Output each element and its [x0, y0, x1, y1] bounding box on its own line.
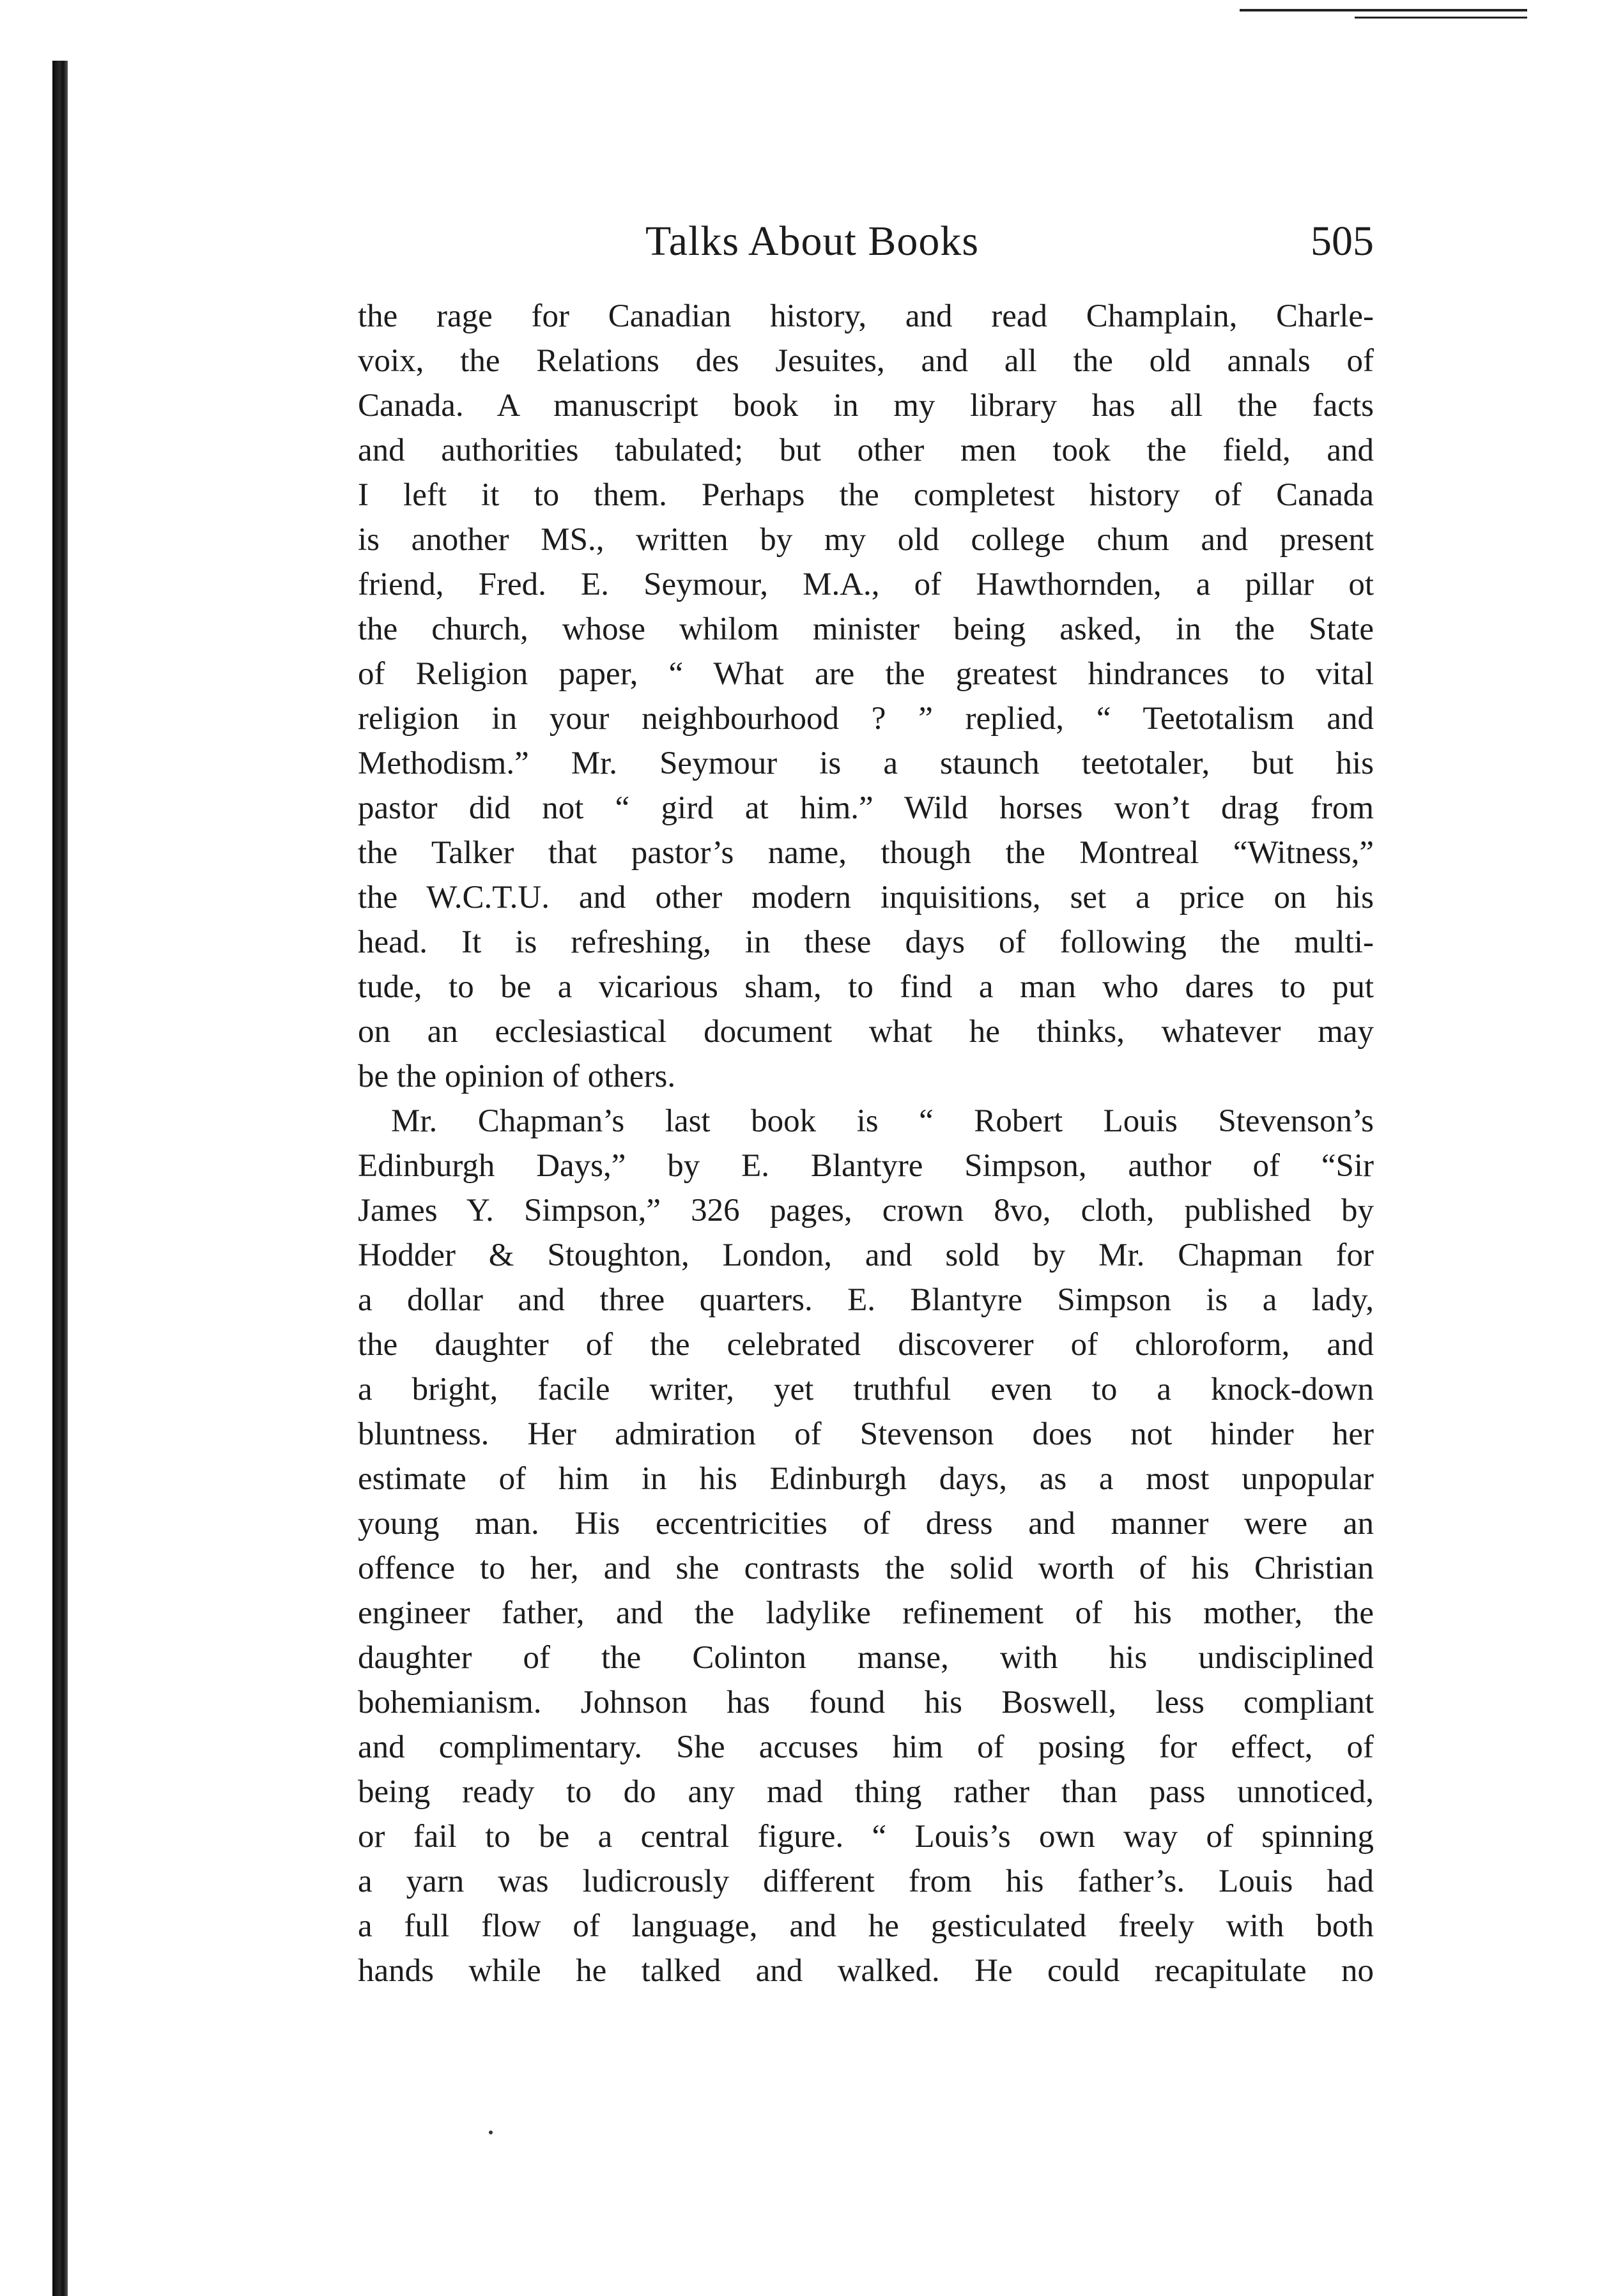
text-line: the church, whose whilom minister being asked, in the State [358, 611, 1374, 647]
text-line: the rage for Canadian history, and read Champlain, Charle- [358, 298, 1374, 334]
text-line: the W.C.T.U. and other modern inquisitions, set a price on his [358, 880, 1374, 915]
text-line: Mr. Chapman’s last book is “ Robert Louis Stevenson’s [391, 1103, 1374, 1139]
top-rule [1240, 9, 1527, 11]
paragraph-1 [358, 294, 1374, 1099]
text-line: voix, the Relations des Jesuites, and all the old annals of [358, 343, 1374, 379]
text-line: head. It is refreshing, in these days of following the multi- [358, 924, 1374, 960]
text-line: offence to her, and she contrasts the solid worth of his Christian [358, 1550, 1374, 1586]
text-line: I left it to them. Perhaps the completest history of Canada [358, 477, 1374, 513]
text-line: or fail to be a central figure. “ Louis’s own way of spinning [358, 1819, 1374, 1855]
top-rule-secondary [1355, 17, 1527, 19]
running-title: Talks About Books [645, 218, 980, 264]
text-line: a dollar and three quarters. E. Blantyre Simpson is a lady, [358, 1282, 1374, 1318]
text-line: is another MS., written by my old college chum and present [358, 522, 1374, 558]
text-line: religion in your neighbourhood ? ” replied, “ Teetotalism and [358, 701, 1374, 737]
text-line: being ready to do any mad thing rather than pass unnoticed, [358, 1774, 1374, 1810]
text-line: be the opinion of others. [358, 1059, 676, 1094]
text-line: bluntness. Her admiration of Stevenson does not hinder her [358, 1416, 1374, 1452]
text-line: estimate of him in his Edinburgh days, as a most unpopular [358, 1461, 1374, 1497]
page-number: 505 [1311, 218, 1374, 264]
text-line: the Talker that pastor’s name, though the Montreal “Witness,” [358, 835, 1374, 871]
text-line: daughter of the Colinton manse, with his undisciplined [358, 1640, 1374, 1676]
body-text [358, 294, 1374, 1993]
text-line: friend, Fred. E. Seymour, M.A., of Hawthornden, a pillar ot [358, 567, 1374, 602]
text-line: a bright, facile writer, yet truthful even to a knock-down [358, 1372, 1374, 1407]
text-line: tude, to be a vicarious sham, to find a man who dares to put [358, 969, 1374, 1005]
text-line: bohemianism. Johnson has found his Boswell, less compliant [358, 1685, 1374, 1720]
text-line: Hodder & Stoughton, London, and sold by Mr. Chapman for [358, 1237, 1374, 1273]
running-header [358, 217, 1374, 275]
text-line: Edinburgh Days,” by E. Blantyre Simpson, author of “Sir [358, 1148, 1374, 1184]
text-line: of Religion paper, “ What are the greatest hindrances to vital [358, 656, 1374, 692]
text-line: young man. His eccentricities of dress and manner were an [358, 1506, 1374, 1542]
text-line: on an ecclesiastical document what he thinks, whatever may [358, 1014, 1374, 1050]
text-line: a full flow of language, and he gesticulated freely with both [358, 1908, 1374, 1944]
text-line: hands while he talked and walked. He could recapitulate no [358, 1953, 1374, 1989]
text-line: engineer father, and the ladylike refinement of his mother, the [358, 1595, 1374, 1631]
text-line: pastor did not “ gird at him.” Wild horses won’t drag from [358, 790, 1374, 826]
text-line: Canada. A manuscript book in my library has all the facts [358, 388, 1374, 424]
text-line: James Y. Simpson,” 326 pages, crown 8vo, cloth, published by [358, 1193, 1374, 1228]
text-line: Methodism.” Mr. Seymour is a staunch teetotaler, but his [358, 746, 1374, 781]
paragraph-2 [358, 1099, 1374, 1993]
text-line: a yarn was ludicrously different from his father’s. Louis had [358, 1864, 1374, 1899]
text-line: and authorities tabulated; but other men took the field, and [358, 432, 1374, 468]
text-line: and complimentary. She accuses him of posing for effect, of [358, 1729, 1374, 1765]
stray-ink-dot [489, 2131, 493, 2134]
text-line: the daughter of the celebrated discoverer of chloroform, and [358, 1327, 1374, 1363]
binding-edge [52, 61, 68, 2296]
